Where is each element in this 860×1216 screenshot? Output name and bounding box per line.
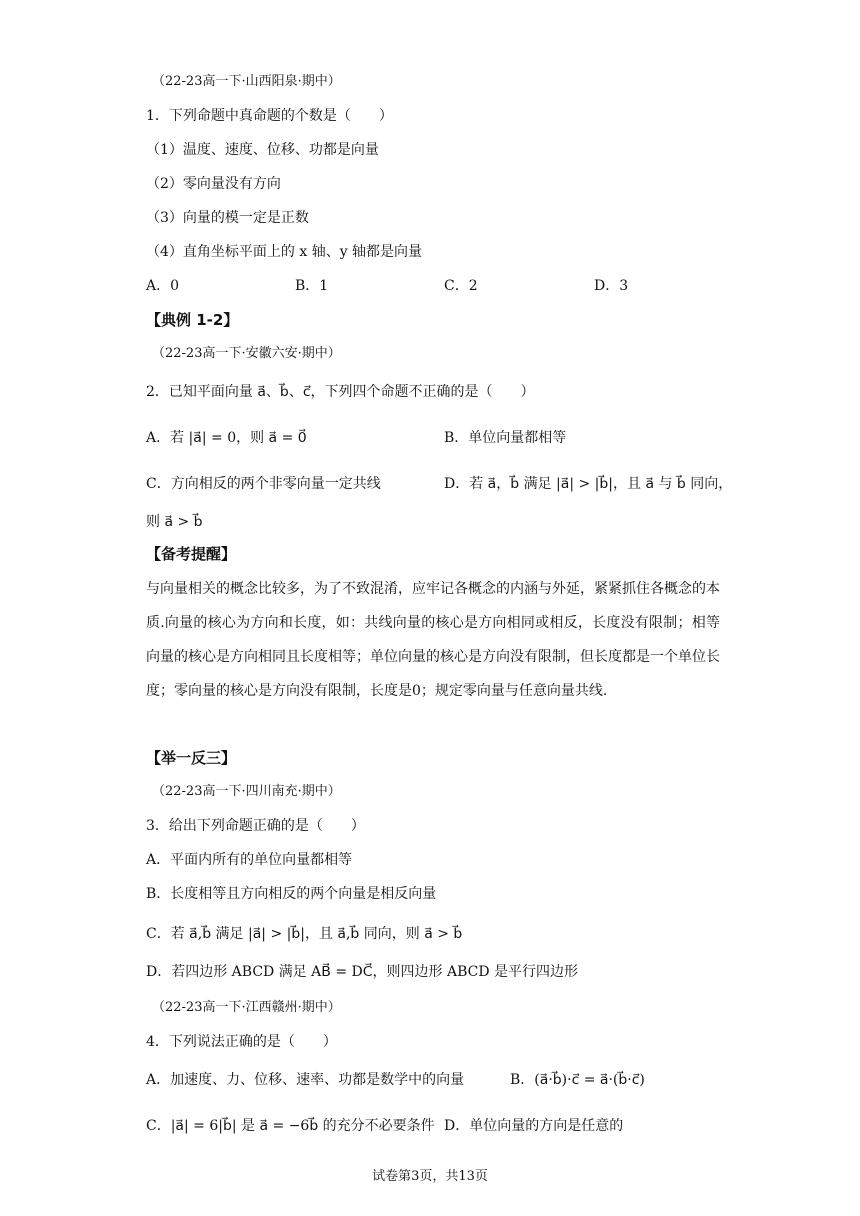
q1-option-c: C．2 xyxy=(444,278,478,294)
q3-stem: 3．给出下列命题正确的是（ ） xyxy=(146,818,365,834)
q4-option-a: A．加速度、力、位移、速率、功都是数学中的向量 xyxy=(146,1072,465,1088)
reminder-heading: 【备考提醒】 xyxy=(146,545,237,563)
q1-option-a: A．0 xyxy=(146,278,180,294)
page-footer: 试卷第3页，共13页 xyxy=(372,1169,488,1184)
practice-heading: 【举一反三】 xyxy=(146,749,237,767)
q1-item-2: （2）零向量没有方向 xyxy=(146,176,281,192)
q1-item-1: （1）温度、速度、位移、功都是向量 xyxy=(146,142,379,158)
q4-option-b: B．(a⃗·b⃗)·c⃗ = a⃗·(b⃗·c⃗) xyxy=(510,1072,645,1088)
q4-option-c: C．|a⃗| = 6|b⃗| 是 a⃗ = −6b⃗ 的充分不必要条件 xyxy=(146,1118,435,1134)
q4-stem: 4．下列说法正确的是（ ） xyxy=(146,1034,337,1050)
q4-option-d: D．单位向量的方向是任意的 xyxy=(444,1118,624,1134)
q3-option-b: B．长度相等且方向相反的两个向量是相反向量 xyxy=(146,886,437,902)
q1-stem: 1．下列命题中真命题的个数是（ ） xyxy=(146,108,393,124)
q2-option-b: B．单位向量都相等 xyxy=(444,430,567,446)
q3-source: （22-23高一下·四川南充·期中） xyxy=(152,784,341,799)
q2-stem: 2．已知平面向量 a⃗、b⃗、c⃗，下列四个命题不正确的是（ ） xyxy=(146,384,535,400)
q1-option-d: D．3 xyxy=(594,278,629,294)
q2-option-a: A．若 |a⃗| = 0，则 a⃗ = 0⃗ xyxy=(146,430,307,446)
q3-option-d: D．若四边形 ABCD 满足 AB⃗ = DC⃗，则四边形 ABCD 是平行四边形 xyxy=(146,964,579,980)
q1-source: （22-23高一下·山西阳泉·期中） xyxy=(152,74,341,89)
example-heading: 【典例 1-2】 xyxy=(146,311,239,329)
q3-option-c: C．若 a⃗,b⃗ 满足 |a⃗| > |b⃗|，且 a⃗,b⃗ 同向，则 a⃗ > b⃗ xyxy=(146,926,463,942)
q2-option-d-cont: 则 a⃗ > b⃗ xyxy=(146,514,203,530)
reminder-paragraph: 与向量相关的概念比较多，为了不致混淆，应牢记各概念的内涵与外延，紧紧抓住各概念的本质.向量的核心为方向和长度，如：共线向量的核心是方向相同或相反，长度没有限制；相等向量的核心是方向相同且长度相等；单位向量的核心是方向没有限制，但长度都是一个单位长度；零向量的核心是方向没有限制，长度是0；规定零向量与任意向量共线. xyxy=(146,581,720,699)
q1-item-4: （4）直角坐标平面上的 x 轴、y 轴都是向量 xyxy=(146,244,423,260)
q1-item-3: （3）向量的模一定是正数 xyxy=(146,210,309,226)
q2-option-c: C．方向相反的两个非零向量一定共线 xyxy=(146,476,381,492)
q4-source: （22-23高一下·江西赣州·期中） xyxy=(152,1000,341,1015)
q3-option-a: A．平面内所有的单位向量都相等 xyxy=(146,852,353,868)
q2-source: （22-23高一下·安徽六安·期中） xyxy=(152,346,341,361)
q1-option-b: B．1 xyxy=(295,278,329,294)
q2-option-d: D．若 a⃗，b⃗ 满足 |a⃗| > |b⃗|，且 a⃗ 与 b⃗ 同向， xyxy=(444,476,733,492)
